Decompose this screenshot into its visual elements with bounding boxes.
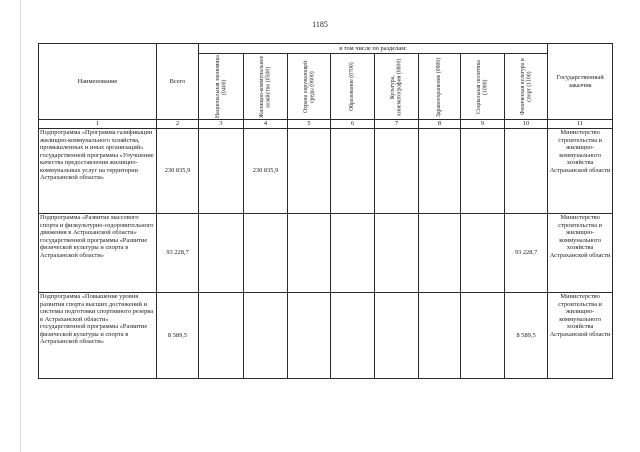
- row-total: 8 589,5: [157, 293, 199, 379]
- budget-table: [38, 43, 613, 379]
- column-number: 8: [419, 120, 461, 129]
- column-number-row: [39, 120, 613, 129]
- row-value-1100: [505, 129, 548, 214]
- row-value-0500: [244, 214, 288, 293]
- column-number: 7: [375, 120, 419, 129]
- row-value-0900: [419, 293, 461, 379]
- header-section-0700: Образование (0700): [331, 54, 375, 120]
- column-number: 6: [331, 120, 375, 129]
- row-value-0500: 230 835,9: [244, 129, 288, 214]
- row-total: 230 835,9: [157, 129, 199, 214]
- row-value-0600: [288, 214, 331, 293]
- row-value-0500: [244, 293, 288, 379]
- row-value-0800: [375, 129, 419, 214]
- row-value-0600: [288, 129, 331, 214]
- table-row: [39, 214, 613, 293]
- row-value-0400: [199, 129, 244, 214]
- page-number: 1185: [312, 20, 328, 29]
- header-sections-caption: в том числе по разделам:: [199, 44, 548, 54]
- header-section-0800: Культура, кинематография (0800): [375, 54, 419, 120]
- header-row-top: [39, 44, 613, 54]
- row-value-1000: [461, 214, 505, 293]
- header-client: Государственный заказчик: [548, 44, 613, 120]
- column-number: 9: [461, 120, 505, 129]
- column-number: 2: [157, 120, 199, 129]
- row-value-1000: [461, 293, 505, 379]
- row-value-1000: [461, 129, 505, 214]
- row-value-1100: 93 228,7: [505, 214, 548, 293]
- row-value-0700: [331, 293, 375, 379]
- row-value-1100: 8 589,5: [505, 293, 548, 379]
- header-section-0600: Охрана окружающей среды (0600): [288, 54, 331, 120]
- scan-edge-line: [20, 0, 21, 452]
- header-section-0900: Здравоохранение (0900): [419, 54, 461, 120]
- column-number: 5: [288, 120, 331, 129]
- header-total: Всего: [157, 44, 199, 120]
- header-section-0500: Жилищно-коммунальное хозяйство (0500): [244, 54, 288, 120]
- header-section-1100: Физическая культура и спорт (1100): [505, 54, 548, 120]
- row-value-0800: [375, 214, 419, 293]
- row-value-0700: [331, 129, 375, 214]
- column-number: 1: [39, 120, 157, 129]
- row-name: Подпрограмма «Программа газификации жилищно-коммунального хозяйства, промышленных и иных организаций» государственной программы «Улучшение качества предоставления жилищно-коммунальных услуг на территории Астраханской области»: [39, 129, 157, 214]
- column-number: 4: [244, 120, 288, 129]
- row-value-0900: [419, 214, 461, 293]
- row-value-0600: [288, 293, 331, 379]
- table-row: [39, 129, 613, 214]
- row-client: Министерство строительства и жилищно-коммунального хозяйства Астраханской области: [548, 214, 613, 293]
- header-name: Наименование: [39, 44, 157, 120]
- row-client: Министерство строительства и жилищно-коммунального хозяйства Астраханской области: [548, 293, 613, 379]
- row-value-0800: [375, 293, 419, 379]
- row-value-0400: [199, 293, 244, 379]
- row-value-0400: [199, 214, 244, 293]
- row-name: Подпрограмма «Повышение уровня развития спорта высших достижений и системы подготовки спортивного резерва в Астраханской области» государственной программы «Развитие физической культуры и спорта в Астраханской области»: [39, 293, 157, 379]
- column-number: 3: [199, 120, 244, 129]
- column-number: 11: [548, 120, 613, 129]
- column-number: 10: [505, 120, 548, 129]
- row-value-0700: [331, 214, 375, 293]
- row-name: Подпрограмма «Развитие массового спорта и физкультурно-оздоровительного движения в Астраханской области» государственной программы «Развитие физической культуры и спорта в Астраханской области»: [39, 214, 157, 293]
- row-value-0900: [419, 129, 461, 214]
- header-section-0400: Национальная экономика (0400): [199, 54, 244, 120]
- row-client: Министерство строительства и жилищно-коммунального хозяйства Астраханской области: [548, 129, 613, 214]
- header-section-1000: Социальная политика (1000): [461, 54, 505, 120]
- table-row: [39, 293, 613, 379]
- row-total: 93 228,7: [157, 214, 199, 293]
